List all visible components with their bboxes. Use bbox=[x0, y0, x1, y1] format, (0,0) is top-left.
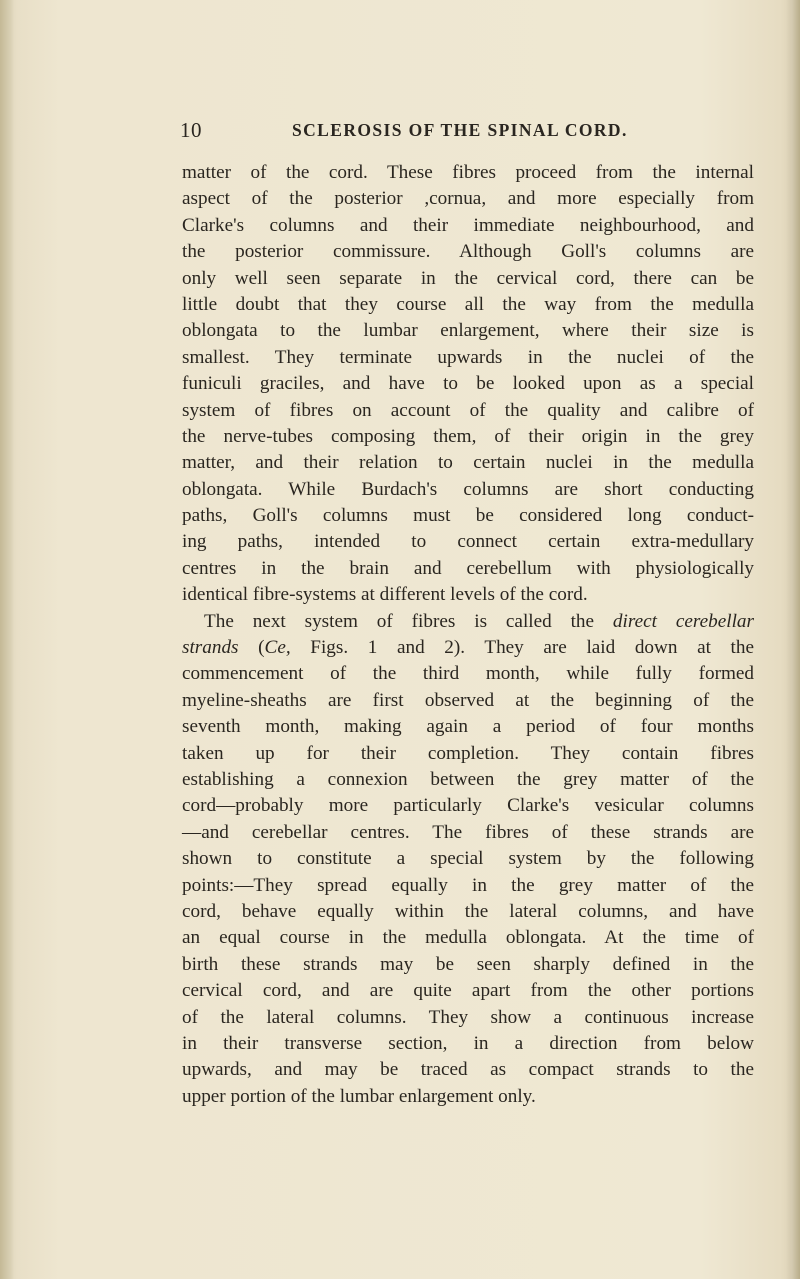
page-header bbox=[180, 118, 740, 146]
text-line: matter of the cord. These fibres proceed from the internal bbox=[182, 162, 754, 183]
text-segment: The next system of fibres is called the bbox=[204, 610, 613, 632]
text-line: of the lateral columns. They show a continuous increase bbox=[182, 1006, 754, 1028]
text-line: myeline-sheaths are first observed at the beginning of the bbox=[182, 689, 754, 711]
text-line: upwards, and may be traced as compact strands to the bbox=[182, 1059, 754, 1081]
text-line: upper portion of the lumbar enlargement only. bbox=[182, 1085, 536, 1107]
text-line: taken up for their completion. They contain fibres bbox=[182, 742, 754, 764]
text-line: the posterior commissure. Although Goll's columns are bbox=[182, 241, 754, 263]
text-line: aspect of the posterior ,cornua, and more especially from bbox=[182, 188, 754, 210]
text-line: the nerve-tubes composing them, of their origin in the grey bbox=[182, 425, 754, 447]
text-line: smallest. They terminate upwards in the nuclei of the bbox=[182, 346, 754, 368]
page-right-edge bbox=[786, 0, 800, 1279]
text-line: centres in the brain and cerebellum with physiologically bbox=[182, 557, 754, 579]
text-line: system of fibres on account of the quality and calibre of bbox=[182, 399, 754, 421]
page-number: 10 bbox=[180, 118, 202, 142]
text-line: establishing a connexion between the grey matter of the bbox=[182, 768, 754, 790]
text-line: Clarke's columns and their immediate neighbourhood, and bbox=[182, 214, 754, 236]
text-line: points:—They spread equally in the grey matter of the bbox=[182, 874, 754, 896]
text-line: cord, behave equally within the lateral columns, and have bbox=[182, 900, 754, 922]
text-line: in their transverse section, in a direction from below bbox=[182, 1032, 754, 1054]
text-line: little doubt that they course all the way from the medulla bbox=[182, 293, 754, 315]
running-head: SCLEROSIS OF THE SPINAL CORD. bbox=[292, 120, 628, 140]
text-line: oblongata to the lumbar enlargement, where their size is bbox=[182, 320, 754, 342]
text-line: commencement of the third month, while fully formed bbox=[182, 663, 754, 685]
text-line bbox=[182, 635, 754, 661]
text-line: only well seen separate in the cervical cord, there can be bbox=[182, 267, 754, 289]
page-left-edge bbox=[0, 0, 14, 1279]
text-line: matter, and their relation to certain nuclei in the medulla bbox=[182, 452, 754, 474]
text-line: paths, Goll's columns must be considered long conduct- bbox=[182, 505, 754, 527]
text-line: ing paths, intended to connect certain extra-medullary bbox=[182, 531, 754, 553]
text-line: seventh month, making again a period of four months bbox=[182, 716, 754, 738]
text-line: cervical cord, and are quite apart from the other portions bbox=[182, 980, 754, 1002]
body-text bbox=[182, 160, 754, 1110]
text-line: funiculi graciles, and have to be looked upon as a special bbox=[182, 373, 754, 395]
text-segment: ( bbox=[238, 637, 265, 659]
text-line: oblongata. While Burdach's columns are short conducting bbox=[182, 478, 754, 500]
text-line: —and cerebellar centres. The fibres of these strands are bbox=[182, 821, 754, 843]
text-line: birth these strands may be seen sharply defined in the bbox=[182, 953, 754, 975]
text-line bbox=[182, 609, 754, 635]
text-line: an equal course in the medulla oblongata. At the time of bbox=[182, 927, 754, 949]
italic-term: strands bbox=[182, 637, 239, 659]
text-line: shown to constitute a special system by the following bbox=[182, 848, 754, 870]
text-line: identical fibre-systems at different levels of the cord. bbox=[182, 584, 588, 606]
text-line: cord—probably more particularly Clarke's vesicular columns bbox=[182, 795, 754, 817]
text-segment: Figs. 1 and 2). They are laid down at the bbox=[290, 637, 754, 659]
italic-term: direct cerebellar bbox=[612, 610, 754, 632]
italic-term: Ce, bbox=[264, 637, 291, 659]
